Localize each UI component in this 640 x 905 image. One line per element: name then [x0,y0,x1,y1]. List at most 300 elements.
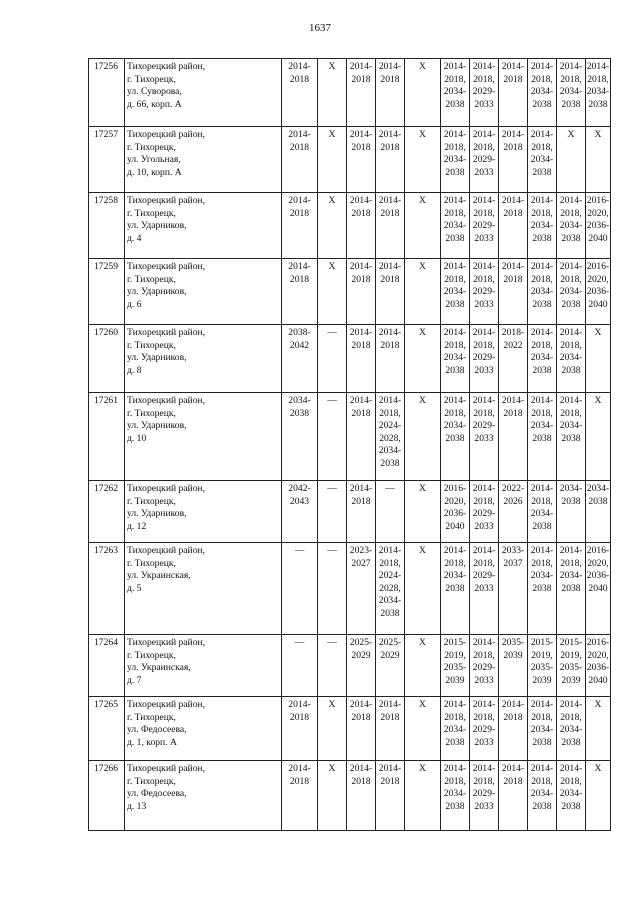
period-value: 2034- [559,286,583,298]
period-value: 2018, [560,711,582,723]
period-value: 2018, [444,711,466,723]
address-line: Тихорецкий район, [127,195,206,206]
period-value: 2043 [289,495,310,507]
period-value: 2014- [472,129,496,140]
period-value: 2035- [501,637,525,648]
address-line: ул. Суворова, [127,86,182,98]
period-cell [318,481,347,543]
period-cell [528,193,557,259]
period-value: 2018, [379,557,401,569]
address-line: Тихорецкий район, [127,395,206,406]
period-value: X [419,61,426,72]
period-value: 2018 [351,207,371,219]
period-value: 2014- [443,545,467,556]
period-value: 2039 [532,674,552,686]
period-value: 2038 [561,582,581,594]
period-cell [376,761,405,831]
period-cell [586,325,611,393]
period-cell [282,193,318,259]
period-value: 2018 [289,273,310,285]
period-value: 2018, [587,73,609,85]
period-cell [318,193,347,259]
address-cell [125,635,282,697]
period-value: 2018, [531,73,553,85]
period-value: X [419,545,426,556]
period-value: 2034- [443,420,467,432]
period-value: 2024- [378,570,402,582]
period-value: 2014- [559,763,583,774]
period-value: 2014- [349,195,373,206]
period-value: 2029- [472,220,496,232]
period-value: 2018, [560,339,582,351]
period-value: 2018 [380,73,400,85]
period-value: 2029- [472,420,496,432]
period-cell [470,193,499,259]
period-value: X [419,483,426,494]
period-value: 2038 [532,520,552,532]
address-line: д. 5 [127,582,142,594]
period-value: 2018 [289,141,310,153]
period-cell [441,259,470,325]
period-cell [470,543,499,635]
period-value: 2014- [443,395,467,406]
period-value: 2018, [531,141,553,153]
period-value: 2020, [587,207,609,219]
period-cell [586,635,611,697]
address-cell [125,193,282,259]
record-number: 17264 [89,635,125,697]
period-value: 2018 [351,407,371,419]
period-value: 2033 [474,582,494,594]
period-cell [441,481,470,543]
period-cell [528,59,557,127]
period-value: 2014- [472,395,496,406]
period-cell [405,259,441,325]
period-value: 2038 [445,736,465,748]
period-cell [470,393,499,481]
period-value: 2040 [445,520,465,532]
period-value: 2014- [288,129,311,140]
period-cell [405,761,441,831]
period-value: 2018, [560,407,582,419]
address-line: Тихорецкий район, [127,327,206,338]
address-line: д. 1, корп. А [127,736,177,748]
period-value: 2034- [378,445,402,457]
period-value: 2034- [443,154,467,166]
period-value: 2014- [472,261,496,272]
period-value: 2014- [378,129,402,140]
period-cell [441,697,470,761]
period-value: 2038 [532,98,552,110]
period-value: 2014- [559,61,583,72]
address-line: ул. Украинская, [127,570,191,582]
period-cell [499,635,528,697]
period-cell [376,127,405,193]
period-value: X [419,261,426,272]
period-cell [557,697,586,761]
address-line: Тихорецкий район, [127,545,206,556]
address-line: ул. Украинская, [127,662,191,674]
period-cell [470,59,499,127]
period-value: 2038 [561,364,581,376]
period-value: 2036- [586,570,610,582]
period-value: 2034- [288,395,311,406]
period-value: 2038 [445,166,465,178]
period-value: X [328,699,336,710]
period-value: 2038 [532,364,552,376]
period-value: 2018, [560,207,582,219]
period-value: X [419,699,426,710]
period-cell [499,697,528,761]
period-value: 2018, [473,775,495,787]
address-line: Тихорецкий район, [127,483,206,494]
period-value: 2014- [443,195,467,206]
address-line: Тихорецкий район, [127,261,206,272]
period-cell [282,325,318,393]
period-value: 2014- [378,327,402,338]
address-line: д. 4 [127,232,142,244]
address-line: г. Тихорецк, [127,73,176,85]
period-value: 2025- [378,637,402,648]
period-value: 2018 [380,141,400,153]
period-cell [347,697,376,761]
period-value: 2016- [586,261,610,272]
period-value: 2018, [531,495,553,507]
address-line: г. Тихорецк, [127,407,176,419]
period-value: — [294,637,305,648]
period-cell [441,393,470,481]
address-line: д. 7 [127,674,142,686]
period-value: 2018 [351,775,371,787]
period-value: 2014- [378,61,402,72]
period-cell [318,59,347,127]
period-value: 2038 [532,736,552,748]
period-value: 2034- [378,595,402,607]
period-value: 2018 [289,73,310,85]
period-value: 2023- [349,545,373,556]
period-value: 2034- [586,86,610,98]
period-value: 2018 [503,73,523,85]
period-cell [282,59,318,127]
period-value: — [327,327,337,338]
period-cell [557,193,586,259]
table-row [89,127,611,193]
period-value: 2029- [472,570,496,582]
period-value: 2014- [472,763,496,774]
period-value: 2018, [473,557,495,569]
address-line: Тихорецкий район, [127,763,206,774]
period-value: 2014- [349,261,373,272]
period-value: 2018, [531,711,553,723]
period-value: 2014- [288,195,311,206]
period-value: 2018, [531,273,553,285]
period-cell [586,543,611,635]
record-number: 17266 [89,761,125,831]
period-value: 2018, [560,775,582,787]
period-value: 2014- [443,327,467,338]
period-cell [376,193,405,259]
period-value: 2034- [530,508,554,520]
period-value: 2018, [473,207,495,219]
address-cell [125,697,282,761]
period-value: 2039 [503,649,523,661]
period-value: 2038 [561,736,581,748]
period-value: 2015- [559,637,583,648]
period-value: 2018 [503,407,523,419]
period-value: 2034- [559,86,583,98]
period-cell [528,325,557,393]
period-cell [528,481,557,543]
table-row [89,543,611,635]
period-cell [499,761,528,831]
period-value: 2014- [472,327,496,338]
period-cell [528,761,557,831]
period-cell [586,193,611,259]
period-cell [470,127,499,193]
period-cell [557,761,586,831]
period-value: — [327,483,337,494]
period-value: 2014- [501,261,525,272]
period-cell [499,59,528,127]
period-value: 2034- [559,220,583,232]
period-value: 2014- [530,483,554,494]
period-value: 2034- [586,483,610,494]
period-value: 2014- [288,763,311,774]
address-line: д. 13 [127,800,147,812]
table-row [89,761,611,831]
period-value: 2038 [445,800,465,812]
period-cell [376,393,405,481]
period-cell [405,481,441,543]
period-value: 2018 [351,339,371,351]
period-value: X [328,195,336,206]
period-value: 2038 [588,495,608,507]
period-cell [557,59,586,127]
period-cell [376,325,405,393]
period-value: 2038 [561,495,581,507]
period-value: 2035- [559,662,583,674]
period-cell [318,697,347,761]
address-line: г. Тихорецк, [127,207,176,219]
period-value: 2034- [443,286,467,298]
period-value: 2018 [351,711,371,723]
table-row [89,635,611,697]
address-line: г. Тихорецк, [127,775,176,787]
record-number: 17257 [89,127,125,193]
period-value: 2033 [474,166,494,178]
period-value: 2018, [444,557,466,569]
period-value: 2014- [501,195,525,206]
address-cell [125,543,282,635]
period-value: 2014- [378,545,402,556]
period-value: 2014- [378,195,402,206]
period-value: 2014- [288,61,311,72]
period-value: 2014- [530,261,554,272]
period-value: 2022- [501,483,525,494]
period-value: 2019, [531,649,553,661]
period-value: 2042 [289,339,310,351]
period-cell [282,481,318,543]
period-value: 2018 [351,141,371,153]
period-cell [405,635,441,697]
period-value: 2034- [530,788,554,800]
period-value: 2038 [445,298,465,310]
period-value: 2038 [532,232,552,244]
period-value: 2014- [443,61,467,72]
period-value: 2016- [443,483,467,494]
period-cell [376,697,405,761]
address-line: ул. Федосеева, [127,724,187,736]
period-cell [318,761,347,831]
period-value: 2020, [587,557,609,569]
period-cell [347,543,376,635]
period-cell [318,325,347,393]
period-value: X [419,327,426,338]
period-cell [586,393,611,481]
period-value: 2029- [472,508,496,520]
period-value: X [594,763,602,774]
period-cell [499,325,528,393]
address-line: Тихорецкий район, [127,637,206,648]
period-value: 2034- [559,724,583,736]
table-row [89,325,611,393]
period-value: 2034- [530,220,554,232]
period-cell [318,543,347,635]
period-value: 2028, [379,582,401,594]
period-value: 2014- [530,763,554,774]
period-cell [499,127,528,193]
period-value: 2018, [444,775,466,787]
period-value: 2038 [588,98,608,110]
period-value: 2014- [472,637,496,648]
period-cell [557,543,586,635]
period-value: 2018, [444,407,466,419]
period-cell [470,697,499,761]
address-cell [125,393,282,481]
period-value: 2035- [530,662,554,674]
period-cell [282,761,318,831]
period-cell [318,127,347,193]
period-value: 2014- [501,129,525,140]
address-cell [125,481,282,543]
period-value: 2018, [444,73,466,85]
period-value: 2029- [472,154,496,166]
period-value: X [419,129,426,140]
period-value: 2040 [588,232,608,244]
period-value: 2018 [503,207,523,219]
period-value: 2015- [443,637,467,648]
period-cell [318,393,347,481]
period-value: X [594,129,602,140]
period-cell [376,481,405,543]
period-cell [376,635,405,697]
address-line: г. Тихорецк, [127,495,176,507]
period-value: — [327,545,337,556]
address-cell [125,761,282,831]
period-value: X [328,763,336,774]
period-cell [347,325,376,393]
period-value: X [419,395,426,406]
address-line: г. Тихорецк, [127,557,176,569]
period-cell [376,259,405,325]
period-value: 2018, [444,141,466,153]
period-value: 2018 [380,339,400,351]
period-value: X [567,129,575,140]
period-cell [557,635,586,697]
period-value: 2038 [445,432,465,444]
record-number: 17260 [89,325,125,393]
period-value: 2014- [472,61,496,72]
address-line: Тихорецкий район, [127,129,206,140]
period-cell [318,259,347,325]
period-value: 2034- [443,724,467,736]
period-value: 2039 [561,674,581,686]
period-value: 2014- [530,61,554,72]
period-value: — [327,395,337,406]
period-value: 2014- [472,195,496,206]
period-value: 2018 [380,711,400,723]
record-number: 17263 [89,543,125,635]
period-value: 2018, [531,557,553,569]
period-cell [586,697,611,761]
period-value: 2018, [473,73,495,85]
period-value: 2038 [532,298,552,310]
period-cell [282,393,318,481]
period-value: 2018, [531,407,553,419]
table-body [89,59,611,831]
period-value: 2014- [501,61,525,72]
address-line: д. 6 [127,298,142,310]
period-value: 2042- [288,483,311,494]
table-row [89,393,611,481]
period-cell [282,259,318,325]
period-cell [586,481,611,543]
period-value: 2014- [349,61,373,72]
period-value: 2018 [503,141,523,153]
period-value: 2014- [378,699,402,710]
period-value: 2014- [378,261,402,272]
period-value: 2029- [472,724,496,736]
period-value: 2040 [588,674,608,686]
period-cell [470,635,499,697]
period-value: 2014- [501,699,525,710]
period-value: 2018, [560,73,582,85]
period-value: 2026 [503,495,523,507]
period-value: 2034- [559,352,583,364]
period-value: 2033 [474,98,494,110]
period-cell [282,635,318,697]
period-value: 2018, [531,775,553,787]
address-line: д. 8 [127,364,142,376]
period-cell [441,193,470,259]
period-value: 2038 [532,432,552,444]
address-cell [125,259,282,325]
period-value: 2034- [530,420,554,432]
period-value: 2029- [472,86,496,98]
period-value: 2018, [531,339,553,351]
address-line: ул. Ударников, [127,352,187,364]
period-cell [470,481,499,543]
period-value: 2038 [561,800,581,812]
period-value: 2014- [288,699,311,710]
address-line: г. Тихорецк, [127,141,176,153]
period-value: X [419,637,426,648]
period-value: 2018 [380,775,400,787]
period-value: 2034- [559,570,583,582]
record-number: 17256 [89,59,125,127]
record-number: 17262 [89,481,125,543]
period-value: 2039 [445,674,465,686]
